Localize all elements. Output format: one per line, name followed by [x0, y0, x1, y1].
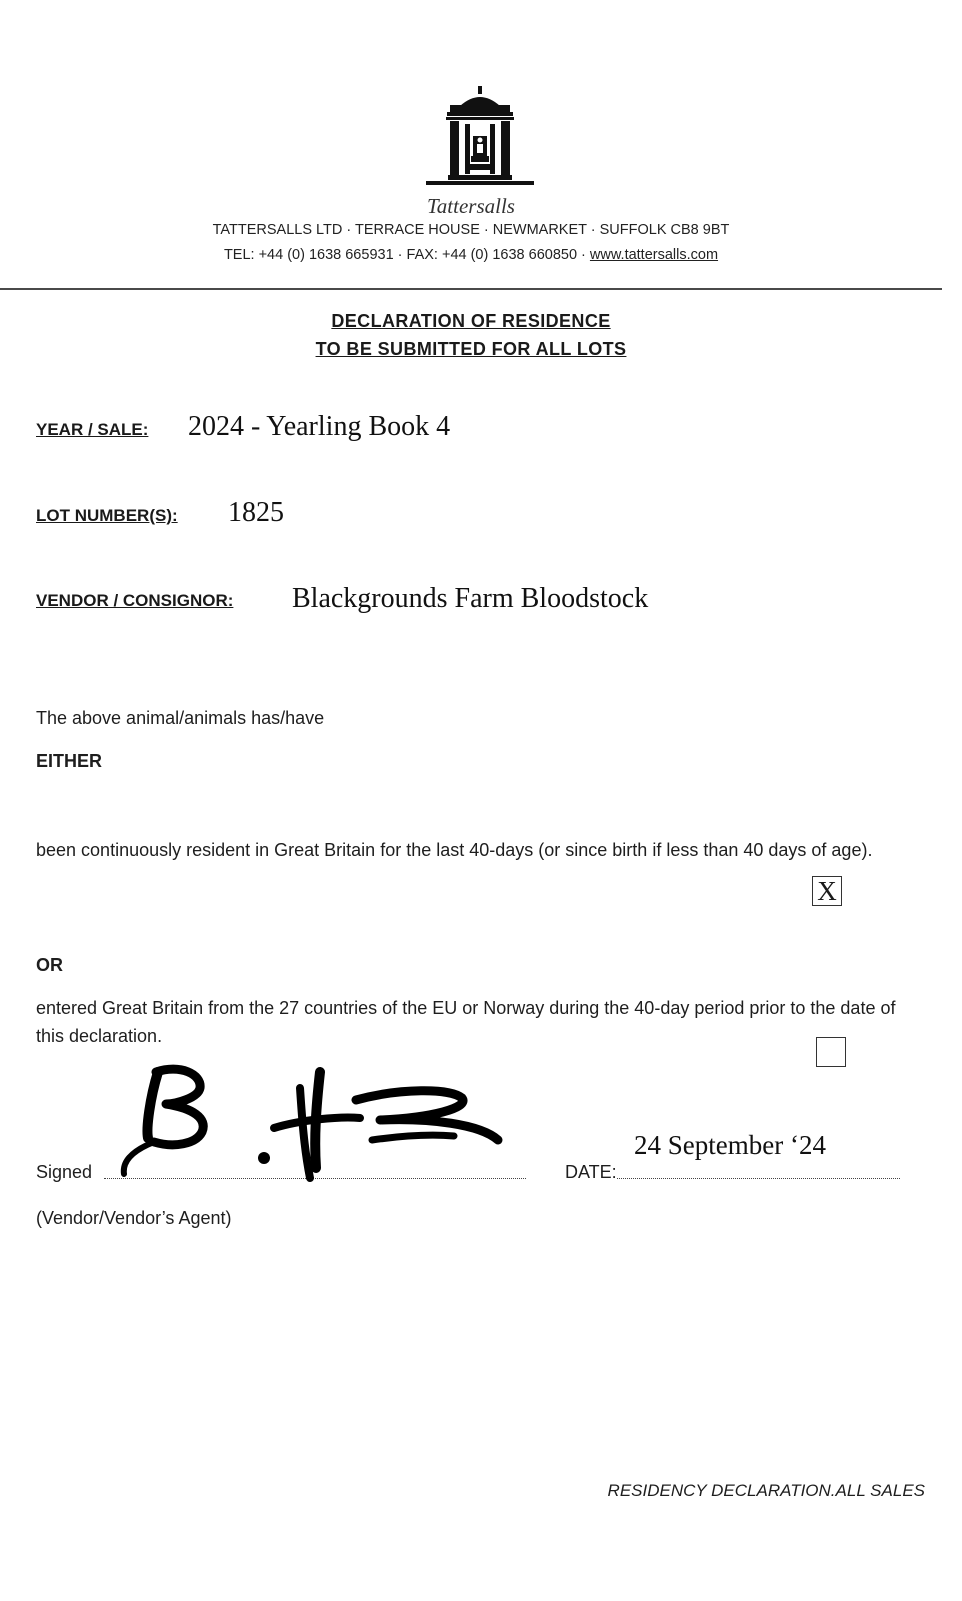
year-sale-value: 2024 - Yearling Book 4: [188, 411, 451, 442]
date-value: 24 September ‘24: [634, 1130, 826, 1160]
year-sale-label: YEAR / SALE:: [36, 420, 149, 439]
lot-number-label: LOT NUMBER(S):: [36, 506, 178, 525]
or-label: OR: [36, 955, 63, 975]
date-label: DATE:: [565, 1162, 617, 1182]
tattersalls-logo-icon: [420, 84, 540, 202]
document-subtitle: TO BE SUBMITTED FOR ALL LOTS: [315, 339, 627, 359]
either-label: EITHER: [36, 751, 103, 771]
lot-number-value: 1825: [228, 497, 284, 528]
statement-intro: The above animal/animals has/have: [36, 708, 325, 728]
header-divider: [0, 288, 942, 290]
contact-phone-fax: TEL: +44 (0) 1638 665931 · FAX: +44 (0) 1638 660850 ·: [223, 247, 590, 263]
handwritten-signature: [110, 1058, 510, 1188]
document-title: DECLARATION OF RESIDENCE: [331, 311, 611, 331]
footer-text: RESIDENCY DECLARATION.ALL SALES: [607, 1481, 925, 1500]
vendor-value: Blackgrounds Farm Bloodstock: [292, 583, 649, 614]
date-line: [617, 1178, 900, 1179]
option-resident-checkbox[interactable]: X: [812, 876, 842, 906]
option-entered-text: entered Great Britain from the 27 countries of the EU or Norway during the 40-day period prior to the date of this declaration.: [36, 998, 896, 1046]
brand-name: Tattersalls: [427, 194, 515, 218]
signed-label: Signed: [36, 1162, 93, 1182]
option-entered-checkbox[interactable]: [816, 1037, 846, 1067]
signer-role: (Vendor/Vendor’s Agent): [36, 1208, 232, 1228]
contact-line: [0, 247, 942, 263]
option-resident-text: been continuously resident in Great Britain for the last 40-days (or since birth if less than 40 days of age).: [36, 840, 873, 860]
company-address: TATTERSALLS LTD · TERRACE HOUSE · NEWMARKET · SUFFOLK CB8 9BT: [212, 222, 730, 238]
vendor-label: VENDOR / CONSIGNOR:: [36, 591, 234, 610]
website-link[interactable]: www.tattersalls.com: [589, 247, 719, 263]
